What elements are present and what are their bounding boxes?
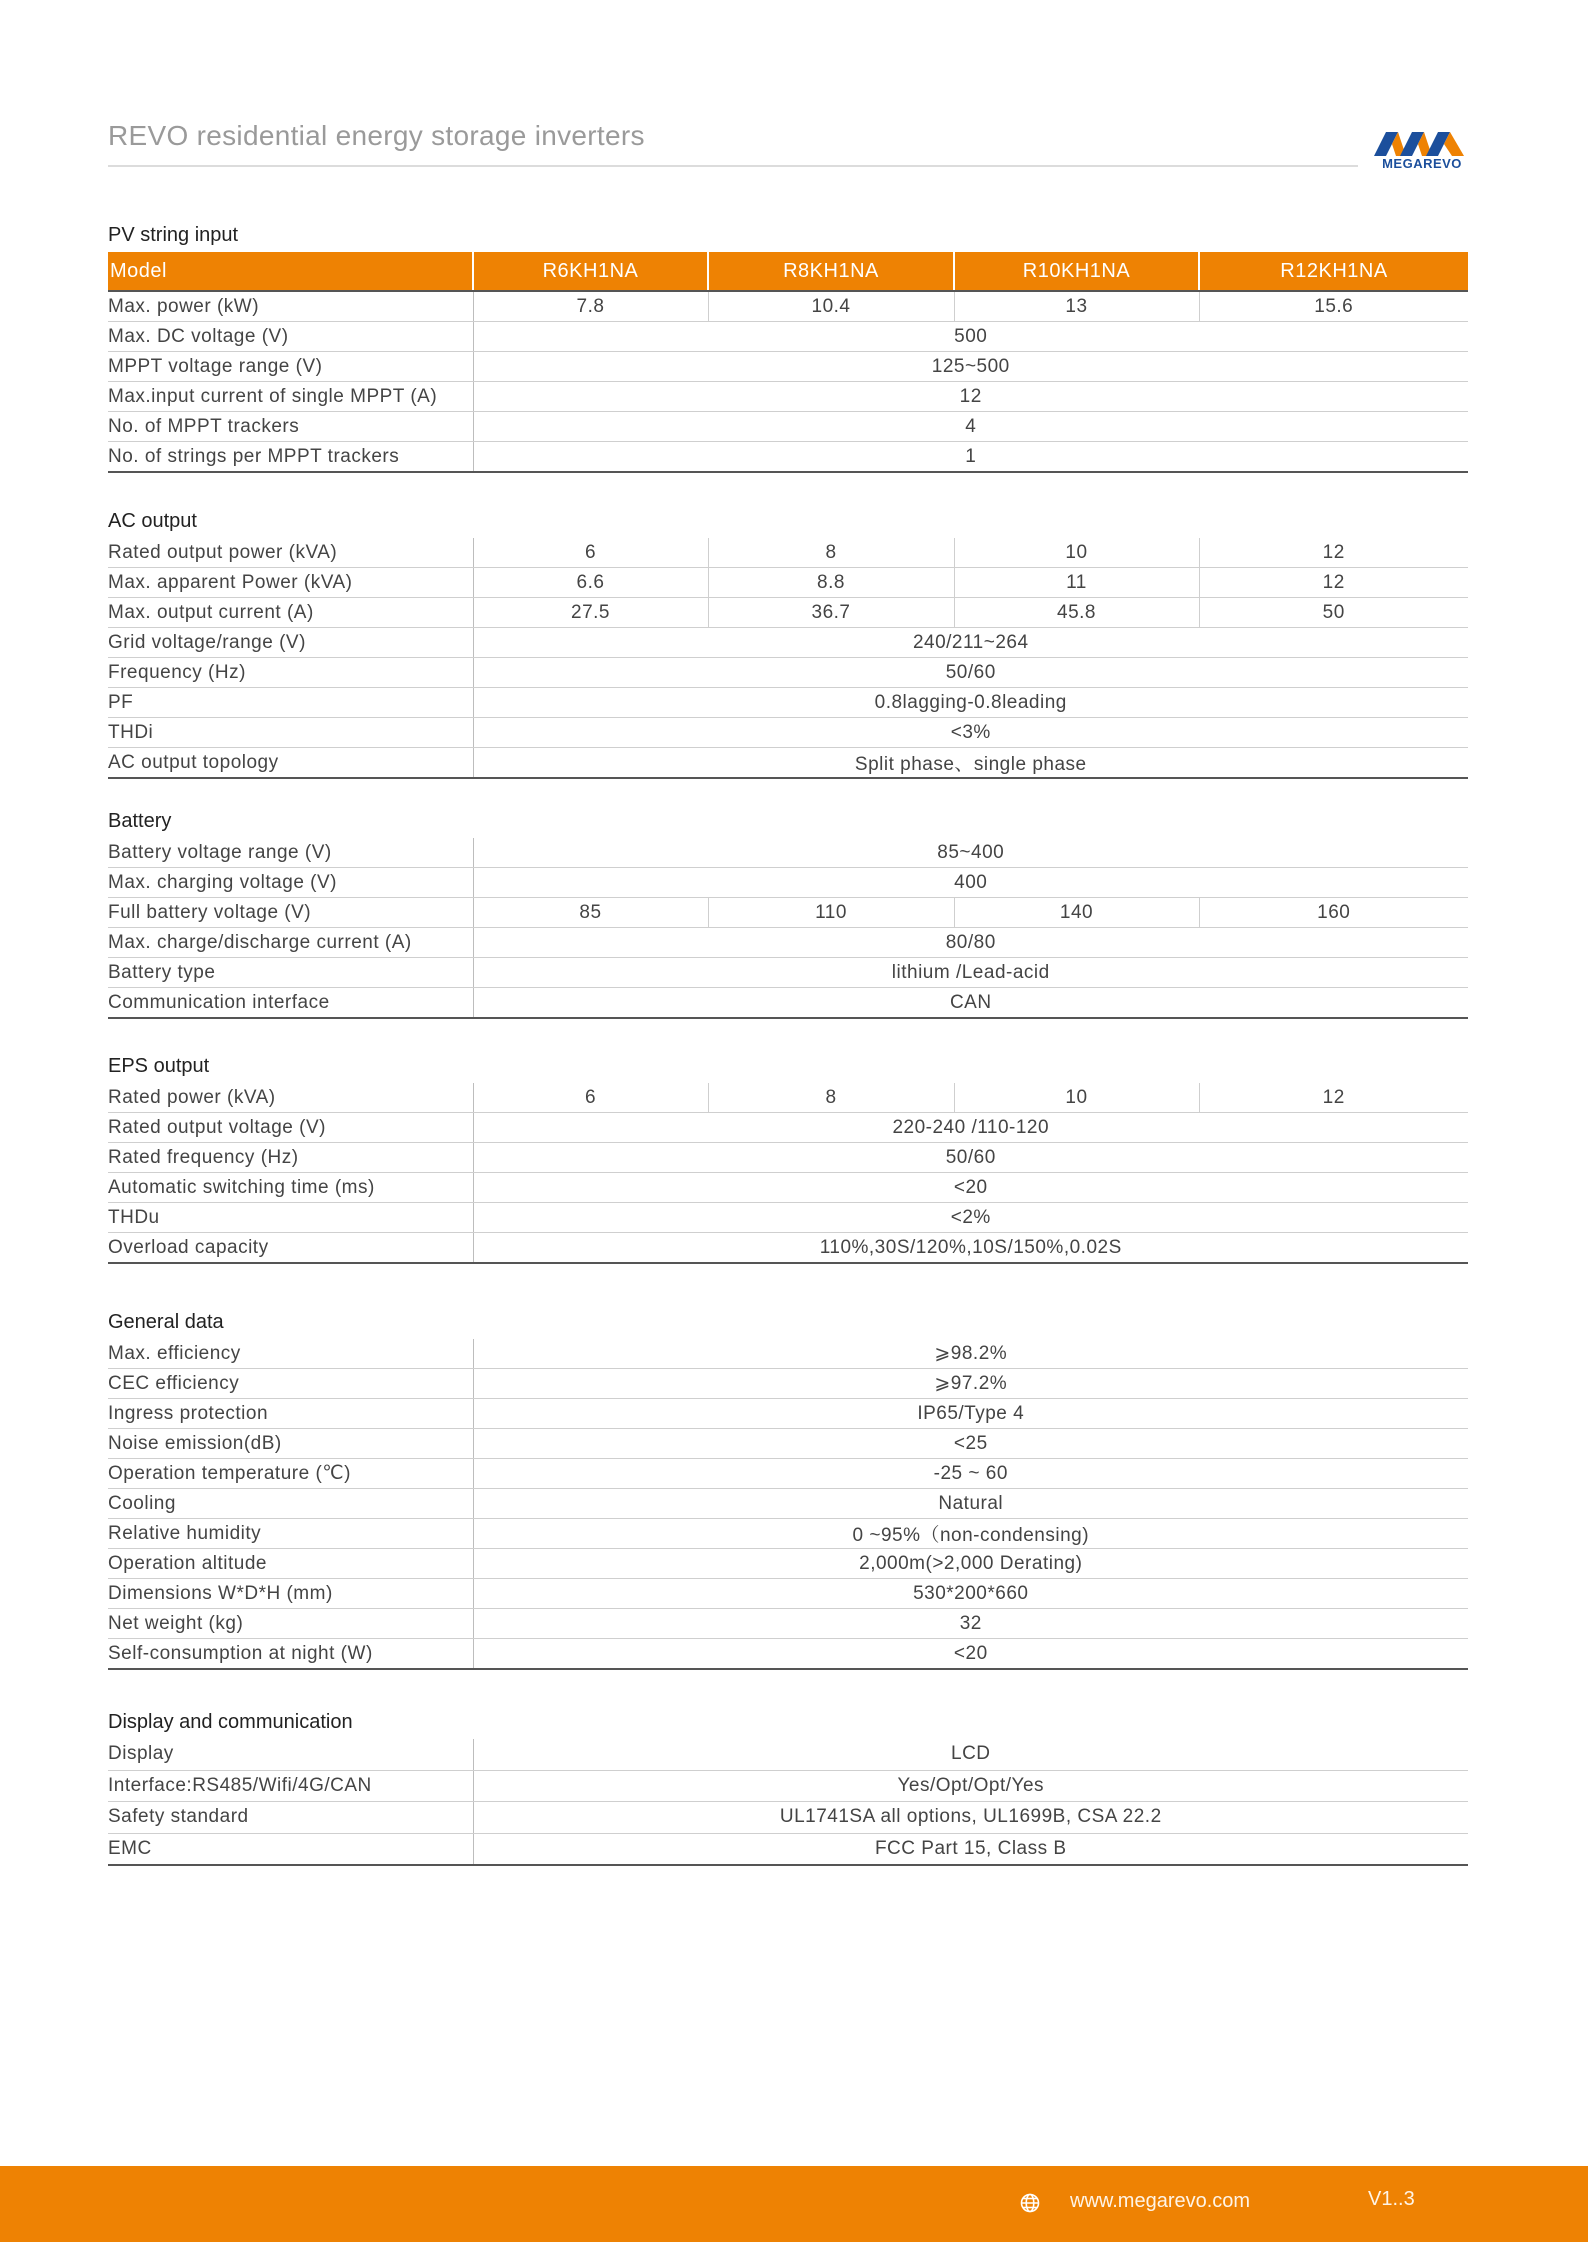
table-row <box>108 1770 1468 1802</box>
row-value: 8 <box>708 538 954 568</box>
row-label: Operation altitude <box>108 1549 473 1579</box>
table-row <box>108 442 1468 473</box>
row-value: CAN <box>473 988 1468 1019</box>
table-row <box>108 382 1468 412</box>
row-value: R12KH1NA <box>1199 252 1468 291</box>
row-value: R6KH1NA <box>473 252 708 291</box>
row-value: 240/211~264 <box>473 628 1468 658</box>
row-value: UL1741SA all options, UL1699B, CSA 22.2 <box>473 1802 1468 1834</box>
row-label: No. of MPPT trackers <box>108 412 473 442</box>
table-row <box>108 958 1468 988</box>
table-row <box>108 1173 1468 1203</box>
header-divider <box>108 165 1358 167</box>
row-value: 500 <box>473 322 1468 352</box>
row-value: 1 <box>473 442 1468 473</box>
table-row <box>108 322 1468 352</box>
section-title: AC output <box>108 510 197 532</box>
spec-section <box>108 1709 1468 1866</box>
row-label: Rated output voltage (V) <box>108 1113 473 1143</box>
row-label: EMC <box>108 1833 473 1865</box>
row-value: 4 <box>473 412 1468 442</box>
table-row <box>108 1233 1468 1264</box>
row-value: 140 <box>954 898 1199 928</box>
row-label: Net weight (kg) <box>108 1609 473 1639</box>
spec-table <box>108 252 1468 473</box>
row-label: Self-consumption at night (W) <box>108 1639 473 1670</box>
row-value: R8KH1NA <box>708 252 954 291</box>
table-row <box>108 1143 1468 1173</box>
row-value: 15.6 <box>1199 291 1468 322</box>
table-row <box>108 1339 1468 1369</box>
spec-table <box>108 538 1468 779</box>
row-value: 10.4 <box>708 291 954 322</box>
row-value: R10KH1NA <box>954 252 1199 291</box>
table-row <box>108 688 1468 718</box>
row-value: ⩾98.2% <box>473 1339 1468 1369</box>
row-value: 530*200*660 <box>473 1579 1468 1609</box>
row-value: 12 <box>1199 1083 1468 1113</box>
row-value: 12 <box>1199 538 1468 568</box>
spec-section <box>108 808 1468 1019</box>
table-row <box>108 748 1468 779</box>
row-value: <20 <box>473 1173 1468 1203</box>
row-label: Max. output current (A) <box>108 598 473 628</box>
table-row <box>108 1399 1468 1429</box>
row-value: 110%,30S/120%,10S/150%,0.02S <box>473 1233 1468 1264</box>
row-value: <2% <box>473 1203 1468 1233</box>
row-value: Natural <box>473 1489 1468 1519</box>
row-label: Battery type <box>108 958 473 988</box>
row-label: THDu <box>108 1203 473 1233</box>
row-value: 32 <box>473 1609 1468 1639</box>
table-row <box>108 658 1468 688</box>
row-value: 8 <box>708 1083 954 1113</box>
table-row <box>108 868 1468 898</box>
row-value: -25 ~ 60 <box>473 1459 1468 1489</box>
table-row <box>108 538 1468 568</box>
row-label: Overload capacity <box>108 1233 473 1264</box>
table-row <box>108 1519 1468 1549</box>
row-label: Max. efficiency <box>108 1339 473 1369</box>
row-value: <20 <box>473 1639 1468 1670</box>
row-value: 27.5 <box>473 598 708 628</box>
row-label: MPPT voltage range (V) <box>108 352 473 382</box>
row-value: 80/80 <box>473 928 1468 958</box>
row-value: 0 ~95%（non-condensing) <box>473 1519 1468 1549</box>
row-label: Max. charging voltage (V) <box>108 868 473 898</box>
table-row <box>108 988 1468 1019</box>
row-label: Cooling <box>108 1489 473 1519</box>
row-label: Max.input current of single MPPT (A) <box>108 382 473 412</box>
table-row <box>108 1203 1468 1233</box>
footer-bar <box>0 2166 1588 2242</box>
spec-table <box>108 1083 1468 1264</box>
row-value: 12 <box>473 382 1468 412</box>
row-value: 6 <box>473 1083 708 1113</box>
row-label: PF <box>108 688 473 718</box>
website-link[interactable]: www.megarevo.com <box>1070 2190 1251 2212</box>
table-row <box>108 1459 1468 1489</box>
section-title: PV string input <box>108 224 239 246</box>
row-label: Safety standard <box>108 1802 473 1834</box>
row-label: Automatic switching time (ms) <box>108 1173 473 1203</box>
section-title: Battery <box>108 810 172 832</box>
table-row <box>108 1739 1468 1770</box>
row-value: 85~400 <box>473 838 1468 868</box>
row-label: Rated output power (kVA) <box>108 538 473 568</box>
row-label: No. of strings per MPPT trackers <box>108 442 473 473</box>
row-label: Model <box>108 252 473 291</box>
row-value: 50 <box>1199 598 1468 628</box>
row-label: Max. DC voltage (V) <box>108 322 473 352</box>
table-row <box>108 628 1468 658</box>
document-title: REVO residential energy storage inverters <box>108 120 645 151</box>
row-label: Interface:RS485/Wifi/4G/CAN <box>108 1770 473 1802</box>
row-value: 11 <box>954 568 1199 598</box>
table-row <box>108 1639 1468 1670</box>
table-row <box>108 838 1468 868</box>
row-label: Frequency (Hz) <box>108 658 473 688</box>
version-label: V1..3 <box>1368 2188 1415 2210</box>
row-value: ⩾97.2% <box>473 1369 1468 1399</box>
section-title: EPS output <box>108 1055 210 1077</box>
row-value: 6 <box>473 538 708 568</box>
globe-icon <box>1020 2193 1040 2213</box>
row-value: <25 <box>473 1429 1468 1459</box>
table-row <box>108 1489 1468 1519</box>
row-value: Split phase、single phase <box>473 748 1468 779</box>
row-value: 400 <box>473 868 1468 898</box>
row-label: Battery voltage range (V) <box>108 838 473 868</box>
row-value: 36.7 <box>708 598 954 628</box>
spec-table <box>108 1339 1468 1670</box>
row-value: 50/60 <box>473 658 1468 688</box>
row-value: 50/60 <box>473 1143 1468 1173</box>
table-row <box>108 1802 1468 1834</box>
row-value: 6.6 <box>473 568 708 598</box>
spec-table <box>108 838 1468 1019</box>
row-label: AC output topology <box>108 748 473 779</box>
row-value: 8.8 <box>708 568 954 598</box>
row-label: THDi <box>108 718 473 748</box>
row-value: 45.8 <box>954 598 1199 628</box>
row-label: Max. power (kW) <box>108 291 473 322</box>
spec-section <box>108 1053 1468 1264</box>
row-value: lithium /Lead-acid <box>473 958 1468 988</box>
spec-section <box>108 508 1468 779</box>
table-row <box>108 1369 1468 1399</box>
table-row <box>108 1429 1468 1459</box>
row-label: Display <box>108 1739 473 1770</box>
table-row <box>108 718 1468 748</box>
row-value: 220-240 /110-120 <box>473 1113 1468 1143</box>
row-value: 10 <box>954 538 1199 568</box>
row-value: 13 <box>954 291 1199 322</box>
row-value: <3% <box>473 718 1468 748</box>
table-row <box>108 898 1468 928</box>
row-value: Yes/Opt/Opt/Yes <box>473 1770 1468 1802</box>
table-row <box>108 1609 1468 1639</box>
row-value: 0.8lagging-0.8leading <box>473 688 1468 718</box>
table-row <box>108 1579 1468 1609</box>
spec-section <box>108 222 1468 473</box>
row-value: 2,000m(>2,000 Derating) <box>473 1549 1468 1579</box>
row-label: Operation temperature (℃) <box>108 1459 473 1489</box>
spec-table <box>108 1739 1468 1866</box>
logo-text: MEGAREVO <box>1382 156 1462 171</box>
section-title: Display and communication <box>108 1711 353 1733</box>
table-row <box>108 352 1468 382</box>
row-label: Noise emission(dB) <box>108 1429 473 1459</box>
table-row <box>108 412 1468 442</box>
row-label: Communication interface <box>108 988 473 1019</box>
table-row <box>108 568 1468 598</box>
row-value: 12 <box>1199 568 1468 598</box>
row-value: LCD <box>473 1739 1468 1770</box>
row-label: Rated frequency (Hz) <box>108 1143 473 1173</box>
row-value: 7.8 <box>473 291 708 322</box>
row-label: Ingress protection <box>108 1399 473 1429</box>
table-row <box>108 1113 1468 1143</box>
row-label: CEC efficiency <box>108 1369 473 1399</box>
row-value: 110 <box>708 898 954 928</box>
row-value: FCC Part 15, Class B <box>473 1833 1468 1865</box>
row-label: Rated power (kVA) <box>108 1083 473 1113</box>
row-value: 85 <box>473 898 708 928</box>
table-row <box>108 928 1468 958</box>
row-label: Relative humidity <box>108 1519 473 1549</box>
table-row <box>108 1083 1468 1113</box>
row-value: 10 <box>954 1083 1199 1113</box>
row-label: Full battery voltage (V) <box>108 898 473 928</box>
row-label: Grid voltage/range (V) <box>108 628 473 658</box>
table-row <box>108 1549 1468 1579</box>
table-row <box>108 1833 1468 1865</box>
table-row <box>108 291 1468 322</box>
row-value: IP65/Type 4 <box>473 1399 1468 1429</box>
row-label: Dimensions W*D*H (mm) <box>108 1579 473 1609</box>
table-row <box>108 598 1468 628</box>
table-header-row <box>108 252 1468 291</box>
row-label: Max. apparent Power (kVA) <box>108 568 473 598</box>
row-value: 125~500 <box>473 352 1468 382</box>
row-label: Max. charge/discharge current (A) <box>108 928 473 958</box>
row-value: 160 <box>1199 898 1468 928</box>
spec-section <box>108 1309 1468 1670</box>
section-title: General data <box>108 1311 224 1333</box>
